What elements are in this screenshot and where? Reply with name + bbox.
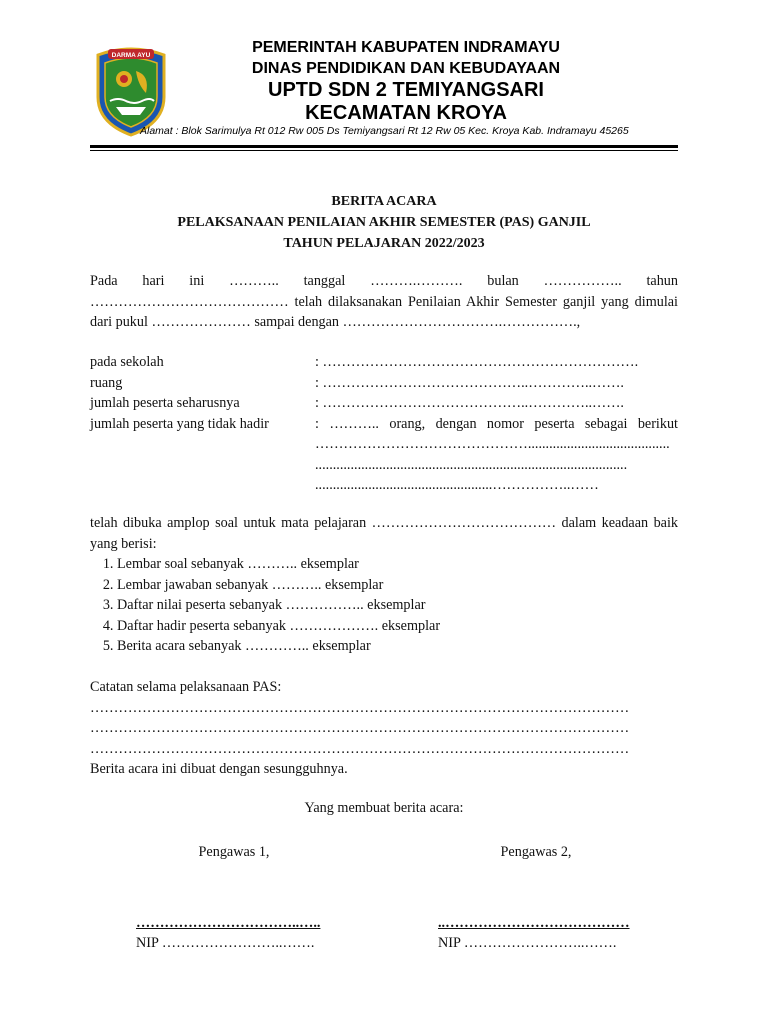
field-value: : ……………………………………..…………..……. <box>315 395 624 411</box>
closing-statement: Berita acara ini dibuat dengan sesungguhnya. <box>90 761 348 777</box>
signer-role: Pengawas 2, <box>500 844 572 860</box>
letterhead-district: KECAMATAN KROYA <box>305 102 507 124</box>
signer-nip: NIP ……………………..……. <box>438 935 617 951</box>
notes-section <box>90 677 678 780</box>
list-item: 2. Lembar jawaban sebanyak ……….. eksemplar <box>117 575 678 596</box>
field-value: : ……….. orang, dengan nomor peserta sebagai berikut ………………………………………........................................ ........................................................................................ ..................................................……………..…… <box>315 415 678 493</box>
letterhead-address: Alamat : Blok Sarimulya Rt 012 Rw 005 Ds Temiyangsari Rt 12 Rw 05 Kec. Kroya Kab. Indramayu 45265 <box>140 125 629 137</box>
letterhead-department: DINAS PENDIDIKAN DAN KEBUDAYAAN <box>251 60 561 77</box>
signer-role: Pengawas 1, <box>198 844 270 860</box>
field-label: ruang <box>90 374 123 391</box>
notes-label: Catatan selama pelaksanaan PAS: <box>90 679 282 695</box>
notes-line: …………………………………………………………………………………………………… <box>90 740 630 757</box>
list-item: 1. Lembar soal sebanyak ……….. eksemplar <box>117 554 678 575</box>
fields-block <box>90 352 678 496</box>
signer-nip: NIP ……………………..……. <box>136 935 315 951</box>
notes-line: …………………………………………………………………………………………………… <box>90 699 630 716</box>
field-value: : …………………………………………………………. <box>315 354 639 370</box>
title-line-3: TAHUN PELAJARAN 2022/2023 <box>283 236 485 251</box>
title-line-1: BERITA ACARA <box>331 194 437 209</box>
letterhead-rule-thick <box>90 145 678 148</box>
field-label: pada sekolah <box>90 354 164 370</box>
signer-name-line: ..………………………………… <box>438 915 630 931</box>
intro-paragraph: Pada hari ini ……….. tanggal ……….………. bulan …………….. tahun …………………………………… telah dilaksanakan Penilaian Akhir Semester ganjil yang dimulai dari pukul ………………… sampai dengan …………………………….……………., <box>90 273 678 330</box>
field-row-absent-participants <box>90 414 678 496</box>
letterhead-government: PEMERINTAH KABUPATEN INDRAMAYU <box>252 39 560 56</box>
maker-label: Yang membuat berita acara: <box>304 800 464 816</box>
list-item: 4. Daftar hadir peserta sebanyak ………………. eksemplar <box>117 616 678 637</box>
letterhead-rule-thin <box>90 150 678 151</box>
regency-crest-icon <box>92 45 170 137</box>
envelope-section <box>90 513 678 657</box>
field-label: jumlah peserta yang tidak hadir <box>90 415 269 432</box>
letterhead <box>168 37 644 125</box>
crest-shield-inner <box>105 58 157 127</box>
list-item: 3. Daftar nilai peserta sebanyak …………….. eksemplar <box>117 595 678 616</box>
notes-line: …………………………………………………………………………………………………… <box>90 720 630 736</box>
field-row-room <box>90 373 678 394</box>
list-item: 5. Berita acara sebanyak ………….. eksemplar <box>117 636 678 657</box>
crest-banner-text: DARMA AYU <box>111 52 151 59</box>
title-line-2: PELAKSANAAN PENILAIAN AKHIR SEMESTER (PAS) GANJIL <box>177 215 591 230</box>
field-row-school <box>90 352 678 373</box>
contents-list <box>90 554 678 657</box>
envelope-paragraph: telah dibuka amplop soal untuk mata pelajaran ………………………………… dalam keadaan baik yang berisi: <box>90 515 678 552</box>
document-title <box>90 191 678 254</box>
crest-sun-core <box>120 75 128 83</box>
field-row-expected-participants <box>90 393 678 414</box>
field-label: jumlah peserta seharusnya <box>90 395 240 411</box>
field-value: : ……………………………………..…………..……. <box>315 374 624 391</box>
signer-name-line: ……………………………..….. <box>136 915 321 931</box>
letterhead-school: UPTD SDN 2 TEMIYANGSARI <box>268 79 544 101</box>
